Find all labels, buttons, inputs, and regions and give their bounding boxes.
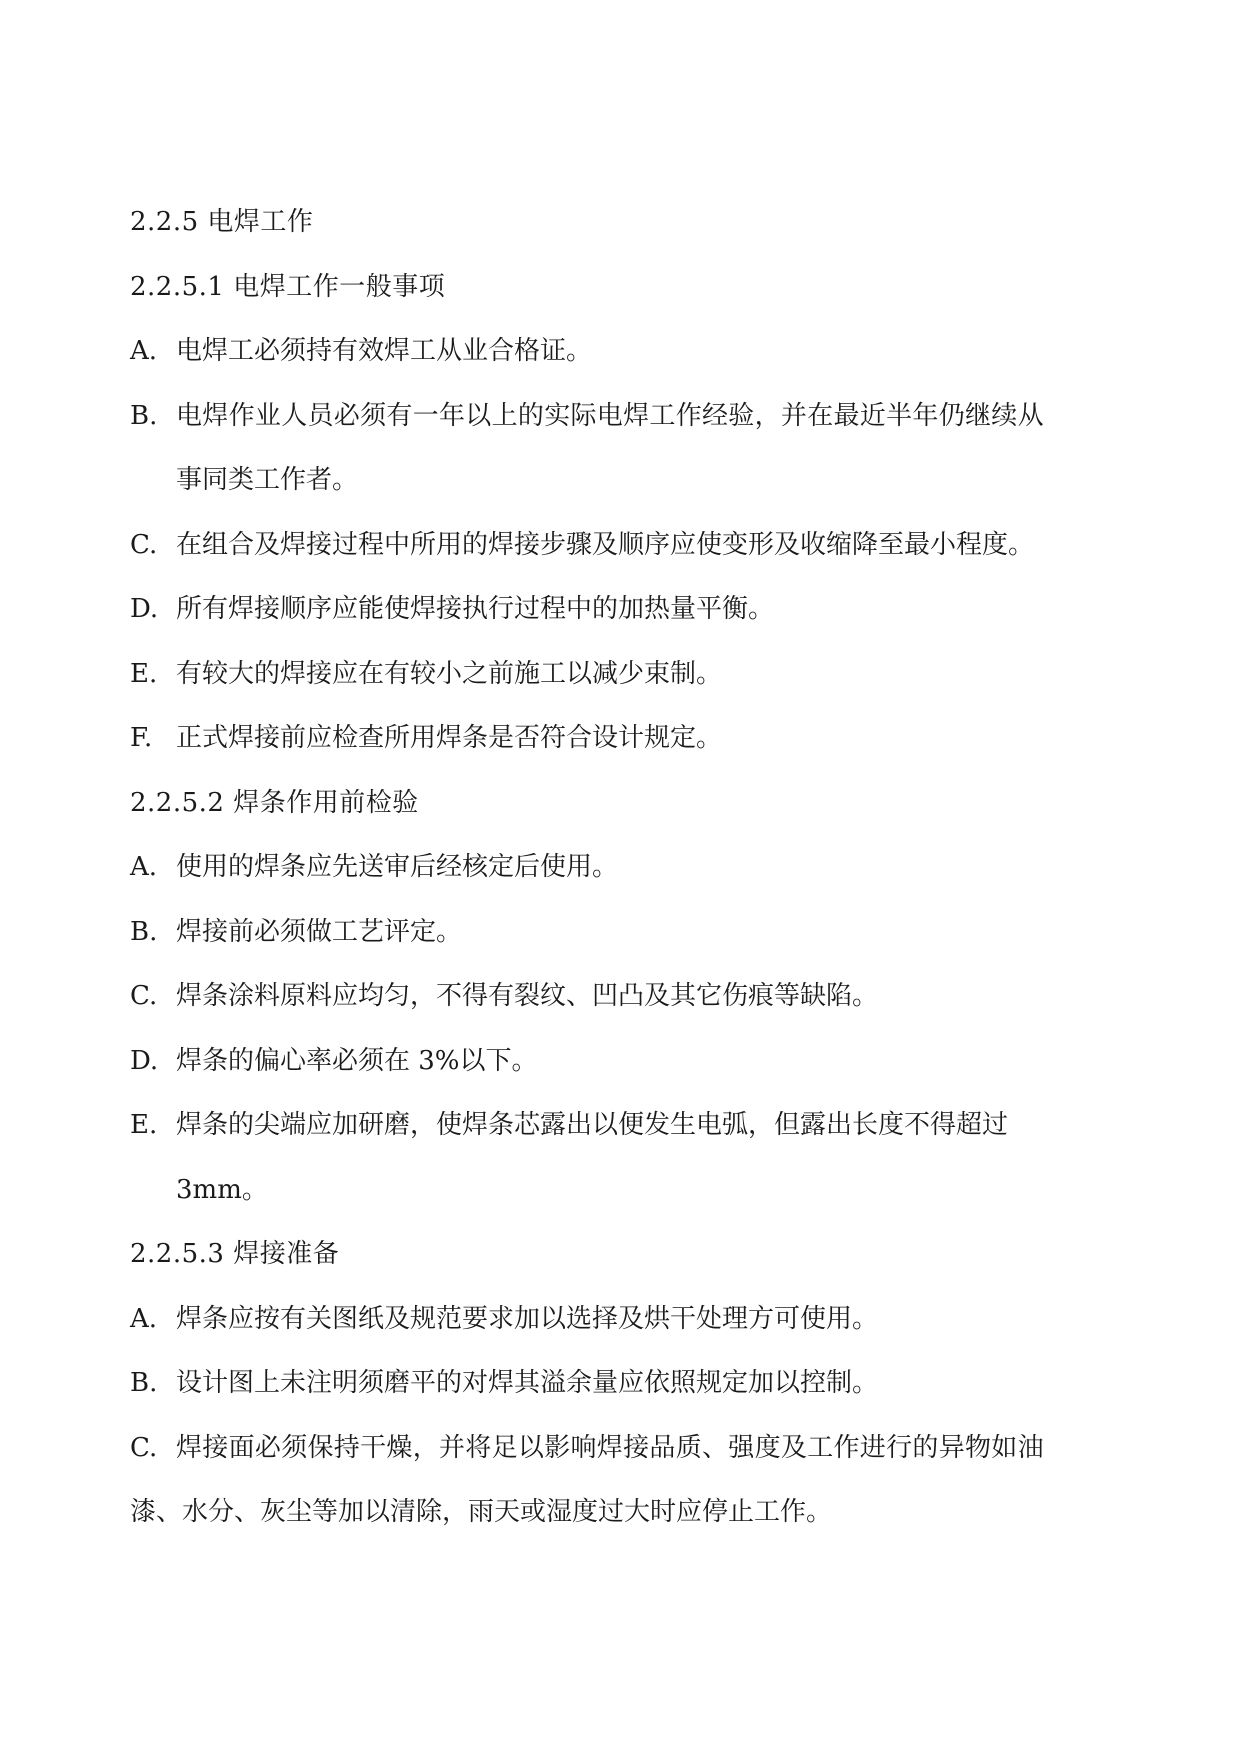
list-marker: F. bbox=[130, 723, 153, 753]
list-item bbox=[130, 706, 1120, 771]
section-heading-2-2-5: 2.2.5 电焊工作 bbox=[130, 207, 314, 237]
list-text: 电焊作业人员必须有一年以上的实际电焊工作经验，并在最近半年仍继续从 bbox=[176, 400, 1044, 431]
list-item bbox=[130, 835, 1120, 900]
list-item bbox=[130, 1287, 1120, 1352]
list-item bbox=[130, 513, 1120, 578]
list-text: 焊接面必须保持干燥，并将足以影响焊接品质、强度及工作进行的异物如油 bbox=[176, 1432, 1044, 1463]
list-text: 正式焊接前应检查所用焊条是否符合设计规定。 bbox=[176, 723, 723, 753]
list-marker: C. bbox=[130, 981, 158, 1011]
document-body bbox=[130, 190, 1120, 1545]
list-text-continuation: 事同类工作者。 bbox=[176, 465, 359, 495]
list-item bbox=[130, 1093, 1120, 1158]
list-text: 设计图上未注明须磨平的对焊其溢余量应依照规定加以控制。 bbox=[176, 1368, 879, 1398]
list-item bbox=[130, 384, 1120, 449]
list-marker: B. bbox=[130, 916, 158, 947]
list-text: 在组合及焊接过程中所用的焊接步骤及顺序应使变形及收缩降至最小程度。 bbox=[176, 529, 1035, 560]
list-marker: B. bbox=[130, 400, 158, 431]
list-text: 焊条的尖端应加研磨，使焊条芯露出以便发生电弧，但露出长度不得超过 bbox=[176, 1110, 1009, 1140]
list-marker: A. bbox=[130, 1303, 158, 1334]
section-heading-2-2-5-2: 2.2.5.2 焊条作用前检验 bbox=[130, 787, 419, 818]
list-marker: B. bbox=[130, 1368, 158, 1398]
list-text: 电焊工必须持有效焊工从业合格证。 bbox=[176, 336, 593, 366]
list-item bbox=[130, 1351, 1120, 1416]
list-marker: C. bbox=[130, 1432, 158, 1463]
list-marker: E. bbox=[130, 1110, 158, 1140]
list-marker: E. bbox=[130, 658, 158, 689]
list-marker: A. bbox=[130, 852, 158, 882]
list-item bbox=[130, 642, 1120, 707]
list-marker: D. bbox=[130, 1045, 159, 1076]
list-text: 所有焊接顺序应能使焊接执行过程中的加热量平衡。 bbox=[176, 594, 775, 624]
list-item bbox=[130, 577, 1120, 642]
list-text-continuation: 漆、水分、灰尘等加以清除，雨天或湿度过大时应停止工作。 bbox=[130, 1497, 833, 1527]
list-item bbox=[130, 964, 1120, 1029]
list-text-continuation: 3mm。 bbox=[176, 1174, 268, 1205]
list-text: 使用的焊条应先送审后经核定后使用。 bbox=[176, 852, 619, 882]
list-text: 焊条涂料原料应均匀，不得有裂纹、凹凸及其它伤痕等缺陷。 bbox=[176, 981, 879, 1011]
list-item bbox=[130, 1029, 1120, 1094]
list-item bbox=[130, 319, 1120, 384]
list-marker: C. bbox=[130, 529, 158, 560]
list-text: 焊条应按有关图纸及规范要求加以选择及烘干处理方可使用。 bbox=[176, 1303, 879, 1334]
list-item bbox=[130, 1416, 1120, 1481]
list-item bbox=[130, 900, 1120, 965]
list-text: 有较大的焊接应在有较小之前施工以减少束制。 bbox=[176, 658, 723, 689]
section-heading-2-2-5-3: 2.2.5.3 焊接准备 bbox=[130, 1239, 340, 1269]
section-heading-2-2-5-1: 2.2.5.1 电焊工作一般事项 bbox=[130, 271, 446, 302]
list-marker: A. bbox=[130, 336, 158, 366]
list-text: 焊条的偏心率必须在 3%以下。 bbox=[176, 1045, 538, 1076]
list-text: 焊接前必须做工艺评定。 bbox=[176, 916, 463, 947]
list-marker: D. bbox=[130, 594, 159, 624]
